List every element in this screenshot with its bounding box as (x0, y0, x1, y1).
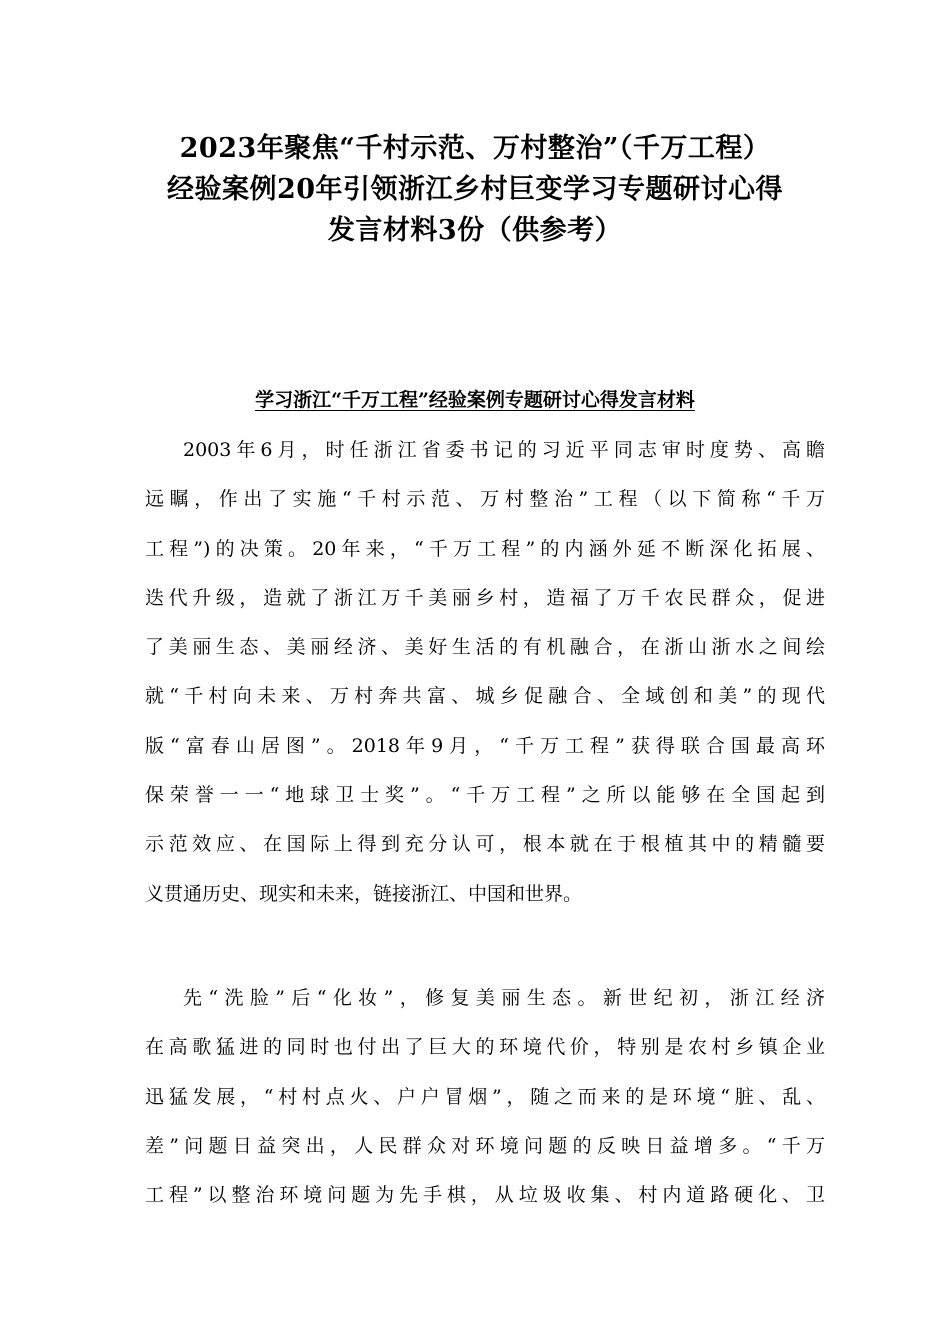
body-paragraph (145, 974, 825, 1220)
paragraph-line: 先“洗脸”后“化妆”，修复美丽生态。新世纪初，浙江经济 (183, 987, 825, 1009)
title-line: 经验案例20年引领浙江乡村巨变学习专题研讨心得 (166, 174, 784, 205)
paragraph-line: 版“富春山居图”。2018年9月，“千万工程”获得联合国最高环 (145, 734, 825, 757)
title-line: 发言材料3份（供参考） (327, 215, 623, 246)
paragraph-line: 示范效应、在国际上得到充分认可，根本就在于根植其中的精髓要 (145, 833, 825, 856)
paragraph-line: 远瞩，作出了实施“千村示范、万村整治”工程（以下简称“千万 (145, 488, 825, 511)
paragraph-line: 保荣誉一一“地球卫士奖”。“千万工程”之所以能够在全国起到 (145, 784, 825, 807)
paragraph-line: 迅猛发展，“村村点火、户户冒烟”，随之而来的是环境“脏、乱、 (145, 1085, 825, 1108)
paragraph-line: 在高歌猛进的同时也付出了巨大的环境代价，特别是农村乡镇企业 (145, 1036, 825, 1059)
paragraph-line: 迭代升级，造就了浙江万千美丽乡村，造福了万千农民群众，促进 (145, 586, 825, 609)
body-paragraph (145, 426, 825, 919)
title-line: 2023年聚焦“千村示范、万村整治”（千万工程） (179, 133, 771, 164)
paragraph-line: 2003年6月，时任浙江省委书记的习近平同志审时度势、高瞻 (183, 439, 825, 461)
section-heading: 学习浙江“千万工程”经验案例专题研讨心得发言材料 (255, 389, 695, 411)
document-title (100, 128, 850, 251)
paragraph-line: 工程”以整治环境问题为先手棋，从垃圾收集、村内道路硬化、卫 (145, 1184, 825, 1207)
paragraph-line: 了美丽生态、美丽经济、美好生活的有机融合，在浙山浙水之间绘 (145, 636, 825, 659)
paragraph-line: 就“千村向未来、万村奔共富、城乡促融合、全域创和美”的现代 (145, 685, 825, 708)
paragraph-line: 工程”)的决策。20年来，“千万工程”的内涵外延不断深化拓展、 (145, 537, 825, 560)
paragraph-line: 差”问题日益突出，人民群众对环境问题的反映日益增多。“千万 (145, 1134, 825, 1157)
paragraph-line: 义贯通历史、现实和未来，链接浙江、中国和世界。 (145, 882, 583, 905)
